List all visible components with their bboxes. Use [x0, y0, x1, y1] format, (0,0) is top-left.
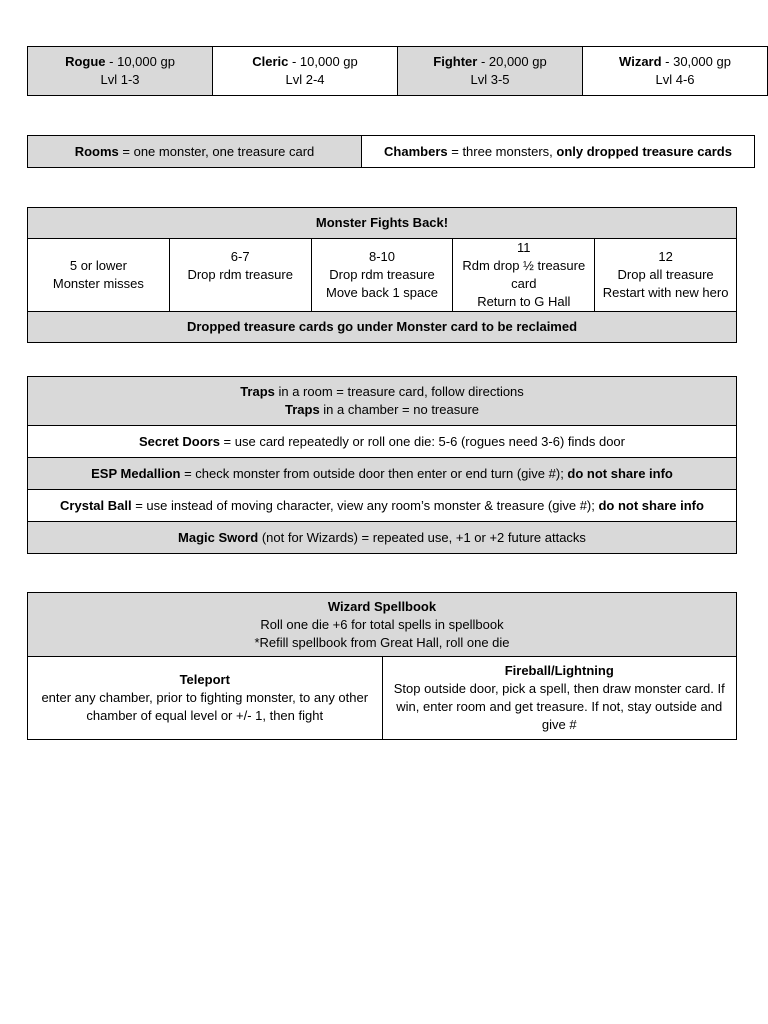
fights-title-text: Monster Fights Back! — [315, 215, 449, 230]
teleport-desc: enter any chamber, prior to fighting monster, to any other chamber of equal level or +/- 1, then fight — [41, 690, 369, 723]
outcome-line: Drop all treasure — [617, 267, 714, 282]
outcome-line: Drop rdm treasure — [329, 267, 435, 282]
outcome-line: Move back 1 space — [325, 285, 438, 300]
hero-level: Lvl 1-3 — [100, 72, 140, 87]
traps-term: Traps — [284, 402, 320, 417]
monster-fights-table — [27, 207, 737, 343]
fireball-cell — [382, 657, 737, 740]
fight-outcome-cell — [595, 239, 737, 312]
chambers-term: Chambers — [384, 143, 448, 159]
hero-cost-table — [27, 46, 768, 96]
crystal-emphasis: do not share info — [598, 497, 704, 513]
roll-range: 5 or lower — [69, 258, 127, 273]
spellbook-title: Wizard Spellbook — [327, 598, 437, 614]
hero-level: Lvl 4-6 — [655, 72, 695, 87]
chambers-desc: = three monsters, — [447, 143, 557, 159]
hero-name: Wizard — [619, 54, 662, 69]
teleport-cell — [28, 657, 383, 740]
outcome-line: Monster misses — [52, 276, 144, 291]
fireball-title: Fireball/Lightning — [504, 663, 614, 678]
spellbook-header — [28, 593, 737, 657]
wizard-spellbook-table — [27, 592, 737, 740]
fight-outcome-cell — [169, 239, 311, 312]
esp-medallion-cell — [28, 458, 737, 490]
hero-level: Lvl 3-5 — [470, 72, 510, 87]
outcome-line: Drop rdm treasure — [187, 267, 293, 282]
hero-cell-fighter — [398, 47, 583, 96]
traps-term: Traps — [240, 384, 275, 399]
esp-emphasis: do not share info — [567, 465, 673, 481]
esp-desc: = check monster from outside door then enter or end turn (give #); — [180, 465, 568, 481]
hero-name: Fighter — [433, 54, 478, 69]
hero-cell-cleric — [213, 47, 398, 96]
outcome-line: Rdm drop ½ treasure card — [462, 258, 586, 291]
hero-name: Cleric — [252, 54, 289, 69]
hero-cell-wizard — [583, 47, 768, 96]
spellbook-line: Roll one die +6 for total spells in spellbook — [260, 616, 504, 632]
secret-doors-desc: = use card repeatedly or roll one die: 5-6 (rogues need 3-6) finds door — [219, 433, 625, 449]
secret-doors-term: Secret Doors — [139, 433, 220, 449]
items-table — [27, 376, 737, 554]
crystal-desc: = use instead of moving character, view any room’s monster & treasure (give #); — [131, 497, 599, 513]
roll-range: 12 — [658, 249, 673, 264]
fights-footer-text: Dropped treasure cards go under Monster card to be reclaimed — [186, 319, 578, 334]
roll-range: 8-10 — [368, 249, 395, 264]
rooms-term: Rooms — [74, 143, 119, 159]
hero-cost: - 30,000 gp — [661, 54, 731, 69]
hero-cost: - 20,000 gp — [477, 54, 547, 69]
rooms-chambers-table — [27, 135, 755, 168]
outcome-line: Return to G Hall — [477, 294, 571, 309]
fights-footer — [28, 312, 737, 343]
crystal-term: Crystal Ball — [60, 497, 132, 513]
rooms-desc: = one monster, one treasure card — [118, 143, 315, 159]
fights-title — [28, 208, 737, 239]
hero-cost: - 10,000 gp — [288, 54, 358, 69]
roll-range: 6-7 — [230, 249, 250, 264]
secret-doors-cell — [28, 426, 737, 458]
hero-cell-rogue — [28, 47, 213, 96]
hero-level: Lvl 2-4 — [285, 72, 325, 87]
outcome-line: Restart with new hero — [602, 285, 729, 300]
chambers-cell — [362, 136, 755, 168]
fireball-desc: Stop outside door, pick a spell, then draw monster card. If win, enter room and get treasure. If not, stay outside and give # — [393, 681, 725, 732]
hero-cost: - 10,000 gp — [105, 54, 175, 69]
crystal-ball-cell — [28, 490, 737, 522]
teleport-title: Teleport — [179, 672, 230, 687]
traps-room: in a room = treasure card, follow directions — [274, 384, 524, 399]
fight-outcome-cell — [311, 239, 453, 312]
fight-outcome-cell — [28, 239, 170, 312]
esp-term: ESP Medallion — [91, 465, 181, 481]
magic-sword-cell — [28, 522, 737, 554]
sword-term: Magic Sword — [178, 529, 259, 545]
sword-desc: (not for Wizards) = repeated use, +1 or +2 future attacks — [258, 529, 586, 545]
fight-outcome-cell — [453, 239, 595, 312]
roll-range: 11 — [517, 240, 531, 255]
chambers-emphasis: only dropped treasure cards — [556, 143, 732, 159]
traps-chamber: in a chamber = no treasure — [319, 402, 480, 417]
traps-cell — [28, 377, 737, 426]
spellbook-line: *Refill spellbook from Great Hall, roll one die — [254, 634, 510, 650]
hero-name: Rogue — [65, 54, 106, 69]
rooms-cell — [28, 136, 362, 168]
